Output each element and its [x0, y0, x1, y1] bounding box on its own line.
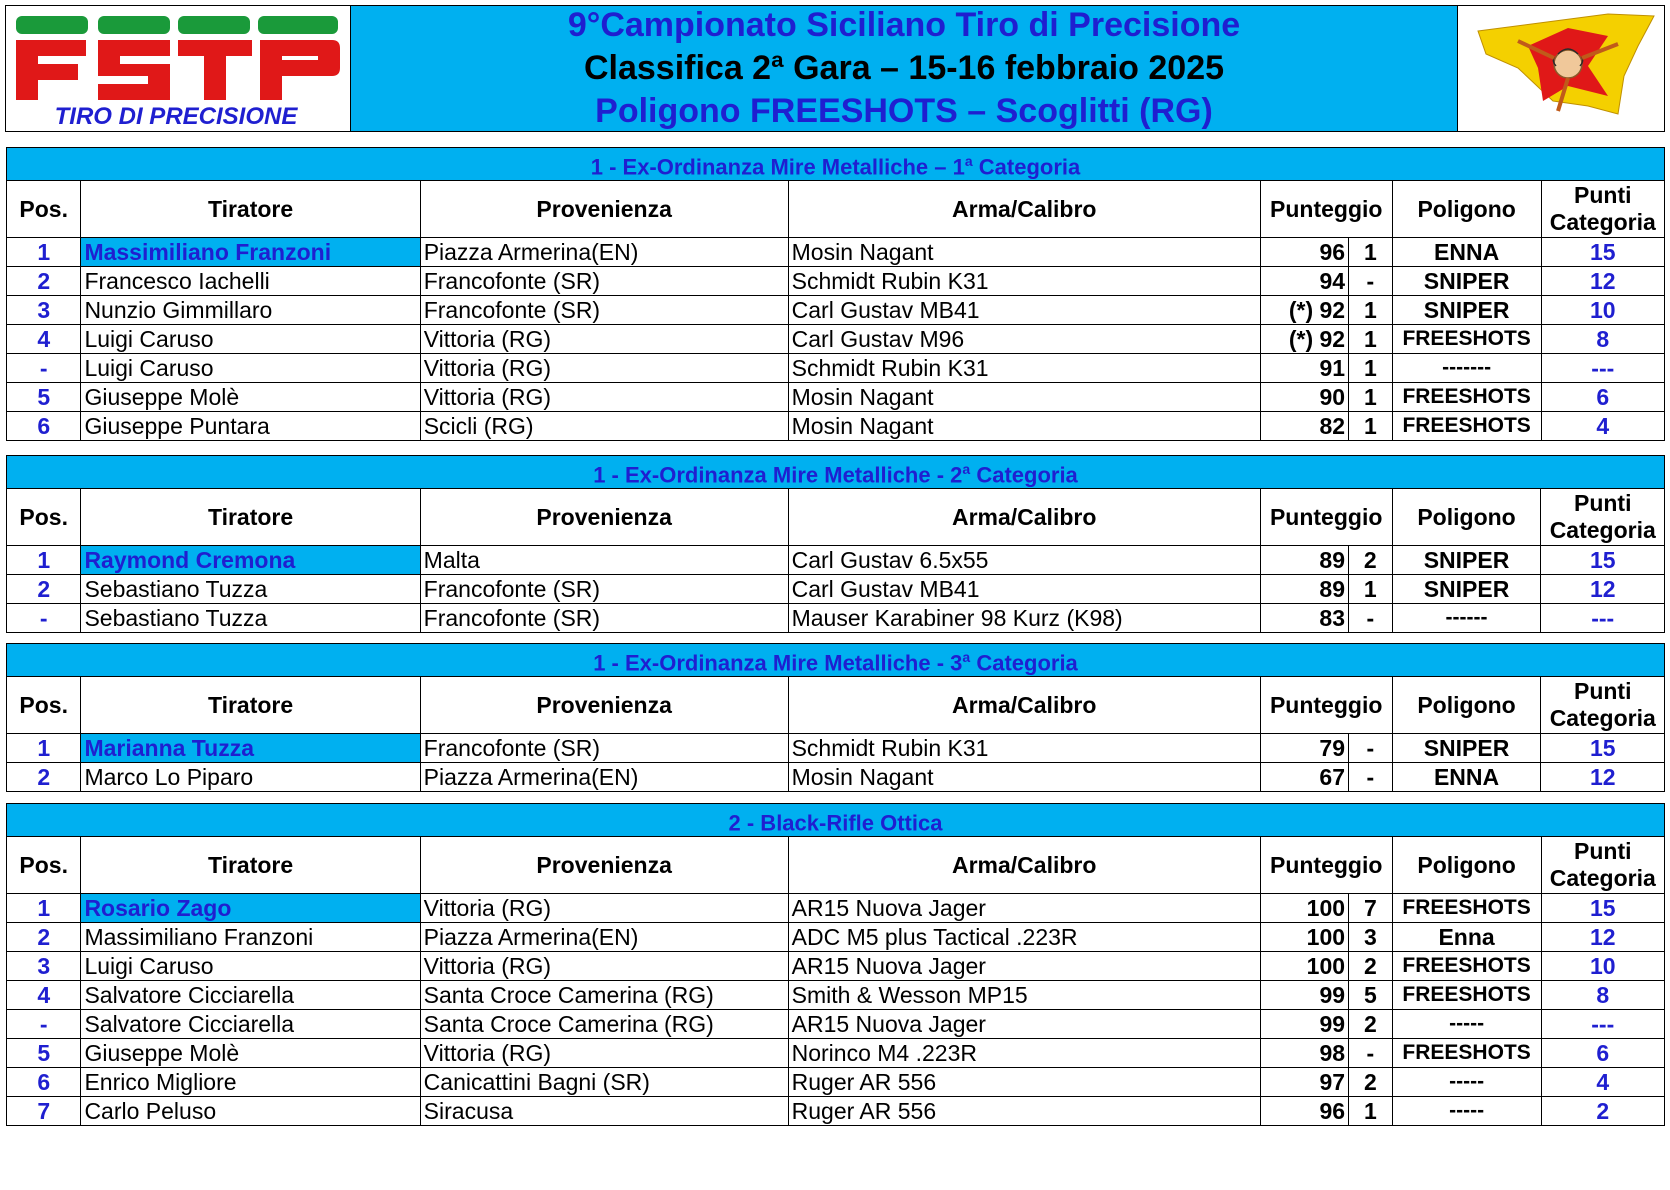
range-cell: SNIPER [1392, 575, 1541, 604]
table-body [7, 546, 1665, 633]
range-cell: FREESHOTS [1392, 383, 1541, 412]
shooter-name-cell: Luigi Caruso [81, 325, 420, 354]
trinacria-icon [1458, 6, 1664, 131]
table-row [7, 981, 1665, 1010]
championship-title: 9°Campionato Siciliano Tiro di Precisione [567, 6, 1241, 44]
table-row [7, 763, 1665, 792]
col-poligono: Poligono [1392, 489, 1541, 546]
origin-cell: Piazza Armerina(EN) [420, 763, 788, 792]
shooter-name-cell: Giuseppe Puntara [81, 412, 420, 441]
col-arma: Arma/Calibro [788, 181, 1260, 238]
position-cell: 1 [7, 546, 81, 575]
weapon-cell: Mosin Nagant [788, 238, 1260, 267]
weapon-cell: Carl Gustav MB41 [788, 296, 1260, 325]
position-cell: 4 [7, 981, 81, 1010]
score-cell: 89 [1260, 575, 1348, 604]
range-cell: FREESHOTS [1392, 952, 1541, 981]
shooter-name-cell: Massimiliano Franzoni [81, 238, 420, 267]
col-provenienza: Provenienza [420, 837, 788, 894]
x-count-cell: 1 [1349, 325, 1393, 354]
table-row [7, 1010, 1665, 1039]
table-row [7, 296, 1665, 325]
origin-cell: Siracusa [420, 1097, 788, 1126]
position-cell: - [7, 1010, 81, 1039]
sicily-logo [1457, 6, 1664, 131]
results-table-3 [6, 643, 1665, 792]
classification-title: Classifica 2ª Gara – 15-16 febbraio 2025 [583, 49, 1225, 87]
table-row [7, 575, 1665, 604]
x-count-cell: 1 [1349, 412, 1393, 441]
table-row [7, 412, 1665, 441]
shooter-name-cell: Enrico Migliore [81, 1068, 420, 1097]
range-cell: SNIPER [1392, 296, 1541, 325]
section-title-row [7, 456, 1665, 489]
page-header [5, 5, 1665, 132]
position-cell: - [7, 604, 81, 633]
category-points-cell: --- [1541, 1010, 1664, 1039]
table-row [7, 1039, 1665, 1068]
category-points-cell: 15 [1541, 546, 1665, 575]
header-row [7, 181, 1665, 238]
category-points-cell: 12 [1541, 923, 1664, 952]
col-poligono: Poligono [1392, 181, 1541, 238]
range-cell: FREESHOTS [1392, 894, 1541, 923]
shooter-name-cell: Luigi Caruso [81, 354, 420, 383]
col-poligono: Poligono [1392, 837, 1541, 894]
origin-cell: Piazza Armerina(EN) [420, 238, 788, 267]
weapon-cell: Carl Gustav M96 [788, 325, 1260, 354]
score-cell: 99 [1260, 1010, 1348, 1039]
shooter-name-cell: Marco Lo Piparo [81, 763, 420, 792]
table-row [7, 604, 1665, 633]
shooter-name-cell: Rosario Zago [81, 894, 420, 923]
col-provenienza: Provenienza [420, 677, 788, 734]
table-row [7, 923, 1665, 952]
weapon-cell: Mauser Karabiner 98 Kurz (K98) [788, 604, 1260, 633]
score-cell: 94 [1260, 267, 1348, 296]
position-cell: 2 [7, 763, 81, 792]
weapon-cell: Ruger AR 556 [788, 1068, 1260, 1097]
section-3 [6, 643, 1665, 792]
shooter-name-cell: Francesco Iachelli [81, 267, 420, 296]
section-1 [6, 147, 1665, 441]
table-row [7, 354, 1665, 383]
category-points-cell: 4 [1541, 1068, 1664, 1097]
col-punti: Punti Categoria [1541, 837, 1664, 894]
category-points-cell: 15 [1541, 734, 1665, 763]
range-cell: Enna [1392, 923, 1541, 952]
shooter-name-cell: Sebastiano Tuzza [81, 575, 420, 604]
weapon-cell: ADC M5 plus Tactical .223R [788, 923, 1260, 952]
range-cell: FREESHOTS [1392, 325, 1541, 354]
category-points-cell: 6 [1541, 1039, 1664, 1068]
col-pos: Pos. [7, 677, 81, 734]
position-cell: 2 [7, 923, 81, 952]
score-cell: 98 [1260, 1039, 1348, 1068]
origin-cell: Vittoria (RG) [420, 952, 788, 981]
score-cell: 89 [1260, 546, 1348, 575]
x-count-cell: - [1349, 734, 1393, 763]
table-body [7, 894, 1665, 1126]
results-table-4 [6, 803, 1665, 1126]
origin-cell: Vittoria (RG) [420, 1039, 788, 1068]
position-cell: 3 [7, 296, 81, 325]
results-table-2 [6, 455, 1665, 633]
position-cell: 6 [7, 1068, 81, 1097]
col-pos: Pos. [7, 489, 81, 546]
x-count-cell: 1 [1349, 296, 1393, 325]
category-points-cell: 4 [1541, 412, 1664, 441]
position-cell: 4 [7, 325, 81, 354]
category-points-cell: --- [1541, 354, 1664, 383]
origin-cell: Francofonte (SR) [420, 604, 788, 633]
fstp-logo-graphic [6, 6, 350, 133]
origin-cell: Canicattini Bagni (SR) [420, 1068, 788, 1097]
shooter-name-cell: Raymond Cremona [81, 546, 420, 575]
origin-cell: Santa Croce Camerina (RG) [420, 981, 788, 1010]
weapon-cell: Mosin Nagant [788, 412, 1260, 441]
range-cell: FREESHOTS [1392, 1039, 1541, 1068]
table-row [7, 325, 1665, 354]
range-cell: ENNA [1392, 238, 1541, 267]
x-count-cell: 5 [1349, 981, 1393, 1010]
category-points-cell: 12 [1541, 575, 1665, 604]
score-cell: 91 [1260, 354, 1348, 383]
x-count-cell: 2 [1349, 952, 1393, 981]
range-cell: SNIPER [1392, 546, 1541, 575]
position-cell: 5 [7, 1039, 81, 1068]
position-cell: 7 [7, 1097, 81, 1126]
origin-cell: Francofonte (SR) [420, 296, 788, 325]
section-title: 1 - Ex-Ordinanza Mire Metalliche - 3$^a$ Categoria [7, 644, 1665, 677]
col-tiratore: Tiratore [81, 489, 420, 546]
table-row [7, 734, 1665, 763]
shooter-name-cell: Luigi Caruso [81, 952, 420, 981]
col-pos: Pos. [7, 181, 81, 238]
range-cell: SNIPER [1392, 734, 1541, 763]
section-title-row [7, 148, 1665, 181]
col-provenienza: Provenienza [420, 181, 788, 238]
header-row [7, 489, 1665, 546]
table-row [7, 267, 1665, 296]
table-row [7, 238, 1665, 267]
shooter-name-cell: Marianna Tuzza [81, 734, 420, 763]
col-arma: Arma/Calibro [788, 489, 1260, 546]
category-points-cell: 2 [1541, 1097, 1664, 1126]
origin-cell: Piazza Armerina(EN) [420, 923, 788, 952]
x-count-cell: 1 [1349, 238, 1393, 267]
weapon-cell: Ruger AR 556 [788, 1097, 1260, 1126]
x-count-cell: 1 [1349, 383, 1393, 412]
score-cell: 100 [1260, 952, 1348, 981]
title-block [351, 6, 1457, 131]
logo-subtitle: TIRO DI PRECISIONE [54, 103, 298, 130]
position-cell: 6 [7, 412, 81, 441]
shooter-name-cell: Massimiliano Franzoni [81, 923, 420, 952]
x-count-cell: 2 [1349, 1068, 1393, 1097]
weapon-cell: Schmidt Rubin K31 [788, 267, 1260, 296]
range-cell: ------ [1392, 604, 1541, 633]
shooter-name-cell: Giuseppe Molè [81, 383, 420, 412]
fstp-logo [6, 6, 351, 131]
col-punti: Punti Categoria [1541, 489, 1665, 546]
header-row [7, 837, 1665, 894]
score-cell: 96 [1260, 1097, 1348, 1126]
section-2 [6, 455, 1665, 633]
section-title: 2 - Black-Rifle Ottica [7, 804, 1665, 837]
score-cell: 99 [1260, 981, 1348, 1010]
col-arma: Arma/Calibro [788, 837, 1260, 894]
x-count-cell: 1 [1349, 354, 1393, 383]
x-count-cell: 3 [1349, 923, 1393, 952]
score-cell: 67 [1260, 763, 1348, 792]
position-cell: 3 [7, 952, 81, 981]
score-cell: (*) 92 [1260, 325, 1348, 354]
score-cell: 83 [1260, 604, 1348, 633]
weapon-cell: AR15 Nuova Jager [788, 1010, 1260, 1039]
weapon-cell: AR15 Nuova Jager [788, 894, 1260, 923]
col-poligono: Poligono [1392, 677, 1541, 734]
category-points-cell: 12 [1541, 763, 1665, 792]
table-row [7, 952, 1665, 981]
table-row [7, 1097, 1665, 1126]
table-row [7, 546, 1665, 575]
origin-cell: Francofonte (SR) [420, 267, 788, 296]
shooter-name-cell: Carlo Peluso [81, 1097, 420, 1126]
range-cell: FREESHOTS [1392, 981, 1541, 1010]
weapon-cell: AR15 Nuova Jager [788, 952, 1260, 981]
section-title: 1 - Ex-Ordinanza Mire Metalliche – 1$^a$ Categoria [7, 148, 1665, 181]
weapon-cell: Mosin Nagant [788, 763, 1260, 792]
col-provenienza: Provenienza [420, 489, 788, 546]
col-tiratore: Tiratore [81, 837, 420, 894]
col-punti: Punti Categoria [1541, 677, 1665, 734]
origin-cell: Malta [420, 546, 788, 575]
weapon-cell: Mosin Nagant [788, 383, 1260, 412]
origin-cell: Scicli (RG) [420, 412, 788, 441]
col-punteggio: Punteggio [1260, 489, 1392, 546]
x-count-cell: 7 [1349, 894, 1393, 923]
table-row [7, 383, 1665, 412]
x-count-cell: 1 [1349, 575, 1393, 604]
col-punteggio: Punteggio [1260, 677, 1392, 734]
results-table-1 [6, 147, 1665, 441]
section-4 [6, 803, 1665, 1126]
origin-cell: Santa Croce Camerina (RG) [420, 1010, 788, 1039]
section-title-row [7, 804, 1665, 837]
section-title-row [7, 644, 1665, 677]
x-count-cell: - [1349, 604, 1393, 633]
category-points-cell: 15 [1541, 894, 1664, 923]
weapon-cell: Schmidt Rubin K31 [788, 734, 1260, 763]
position-cell: 1 [7, 734, 81, 763]
range-cell: ENNA [1392, 763, 1541, 792]
score-cell: 100 [1260, 894, 1348, 923]
score-cell: (*) 92 [1260, 296, 1348, 325]
x-count-cell: - [1349, 763, 1393, 792]
position-cell: 5 [7, 383, 81, 412]
category-points-cell: 10 [1541, 296, 1664, 325]
weapon-cell: Schmidt Rubin K31 [788, 354, 1260, 383]
category-points-cell: 8 [1541, 981, 1664, 1010]
weapon-cell: Carl Gustav 6.5x55 [788, 546, 1260, 575]
category-points-cell: 10 [1541, 952, 1664, 981]
x-count-cell: 1 [1349, 1097, 1393, 1126]
origin-cell: Francofonte (SR) [420, 575, 788, 604]
score-cell: 90 [1260, 383, 1348, 412]
shooter-name-cell: Giuseppe Molè [81, 1039, 420, 1068]
origin-cell: Vittoria (RG) [420, 325, 788, 354]
position-cell: 2 [7, 575, 81, 604]
position-cell: 2 [7, 267, 81, 296]
range-cell: ------- [1392, 354, 1541, 383]
table-row [7, 1068, 1665, 1097]
header-row [7, 677, 1665, 734]
col-tiratore: Tiratore [81, 677, 420, 734]
x-count-cell: 2 [1349, 1010, 1393, 1039]
table-body [7, 734, 1665, 792]
category-points-cell: 6 [1541, 383, 1664, 412]
weapon-cell: Smith & Wesson MP15 [788, 981, 1260, 1010]
col-punteggio: Punteggio [1260, 181, 1392, 238]
category-points-cell: --- [1541, 604, 1665, 633]
col-punteggio: Punteggio [1260, 837, 1392, 894]
range-cell: ----- [1392, 1068, 1541, 1097]
score-cell: 97 [1260, 1068, 1348, 1097]
x-count-cell: - [1349, 267, 1393, 296]
origin-cell: Vittoria (RG) [420, 354, 788, 383]
shooter-name-cell: Salvatore Cicciarella [81, 981, 420, 1010]
shooter-name-cell: Nunzio Gimmillaro [81, 296, 420, 325]
venue-title: Poligono FREESHOTS – Scoglitti (RG) [595, 92, 1213, 130]
range-cell: ----- [1392, 1097, 1541, 1126]
score-cell: 100 [1260, 923, 1348, 952]
section-title: 1 - Ex-Ordinanza Mire Metalliche - 2$^a$ Categoria [7, 456, 1665, 489]
origin-cell: Vittoria (RG) [420, 383, 788, 412]
position-cell: - [7, 354, 81, 383]
score-cell: 82 [1260, 412, 1348, 441]
score-cell: 96 [1260, 238, 1348, 267]
origin-cell: Francofonte (SR) [420, 734, 788, 763]
range-cell: SNIPER [1392, 267, 1541, 296]
x-count-cell: 2 [1349, 546, 1393, 575]
category-points-cell: 12 [1541, 267, 1664, 296]
shooter-name-cell: Sebastiano Tuzza [81, 604, 420, 633]
weapon-cell: Carl Gustav MB41 [788, 575, 1260, 604]
range-cell: FREESHOTS [1392, 412, 1541, 441]
table-row [7, 894, 1665, 923]
origin-cell: Vittoria (RG) [420, 894, 788, 923]
position-cell: 1 [7, 238, 81, 267]
position-cell: 1 [7, 894, 81, 923]
col-pos: Pos. [7, 837, 81, 894]
x-count-cell: - [1349, 1039, 1393, 1068]
col-punti: Punti Categoria [1541, 181, 1664, 238]
weapon-cell: Norinco M4 .223R [788, 1039, 1260, 1068]
col-arma: Arma/Calibro [788, 677, 1260, 734]
category-points-cell: 15 [1541, 238, 1664, 267]
col-tiratore: Tiratore [81, 181, 420, 238]
category-points-cell: 8 [1541, 325, 1664, 354]
range-cell: ----- [1392, 1010, 1541, 1039]
shooter-name-cell: Salvatore Cicciarella [81, 1010, 420, 1039]
table-body [7, 238, 1665, 441]
score-cell: 79 [1260, 734, 1348, 763]
